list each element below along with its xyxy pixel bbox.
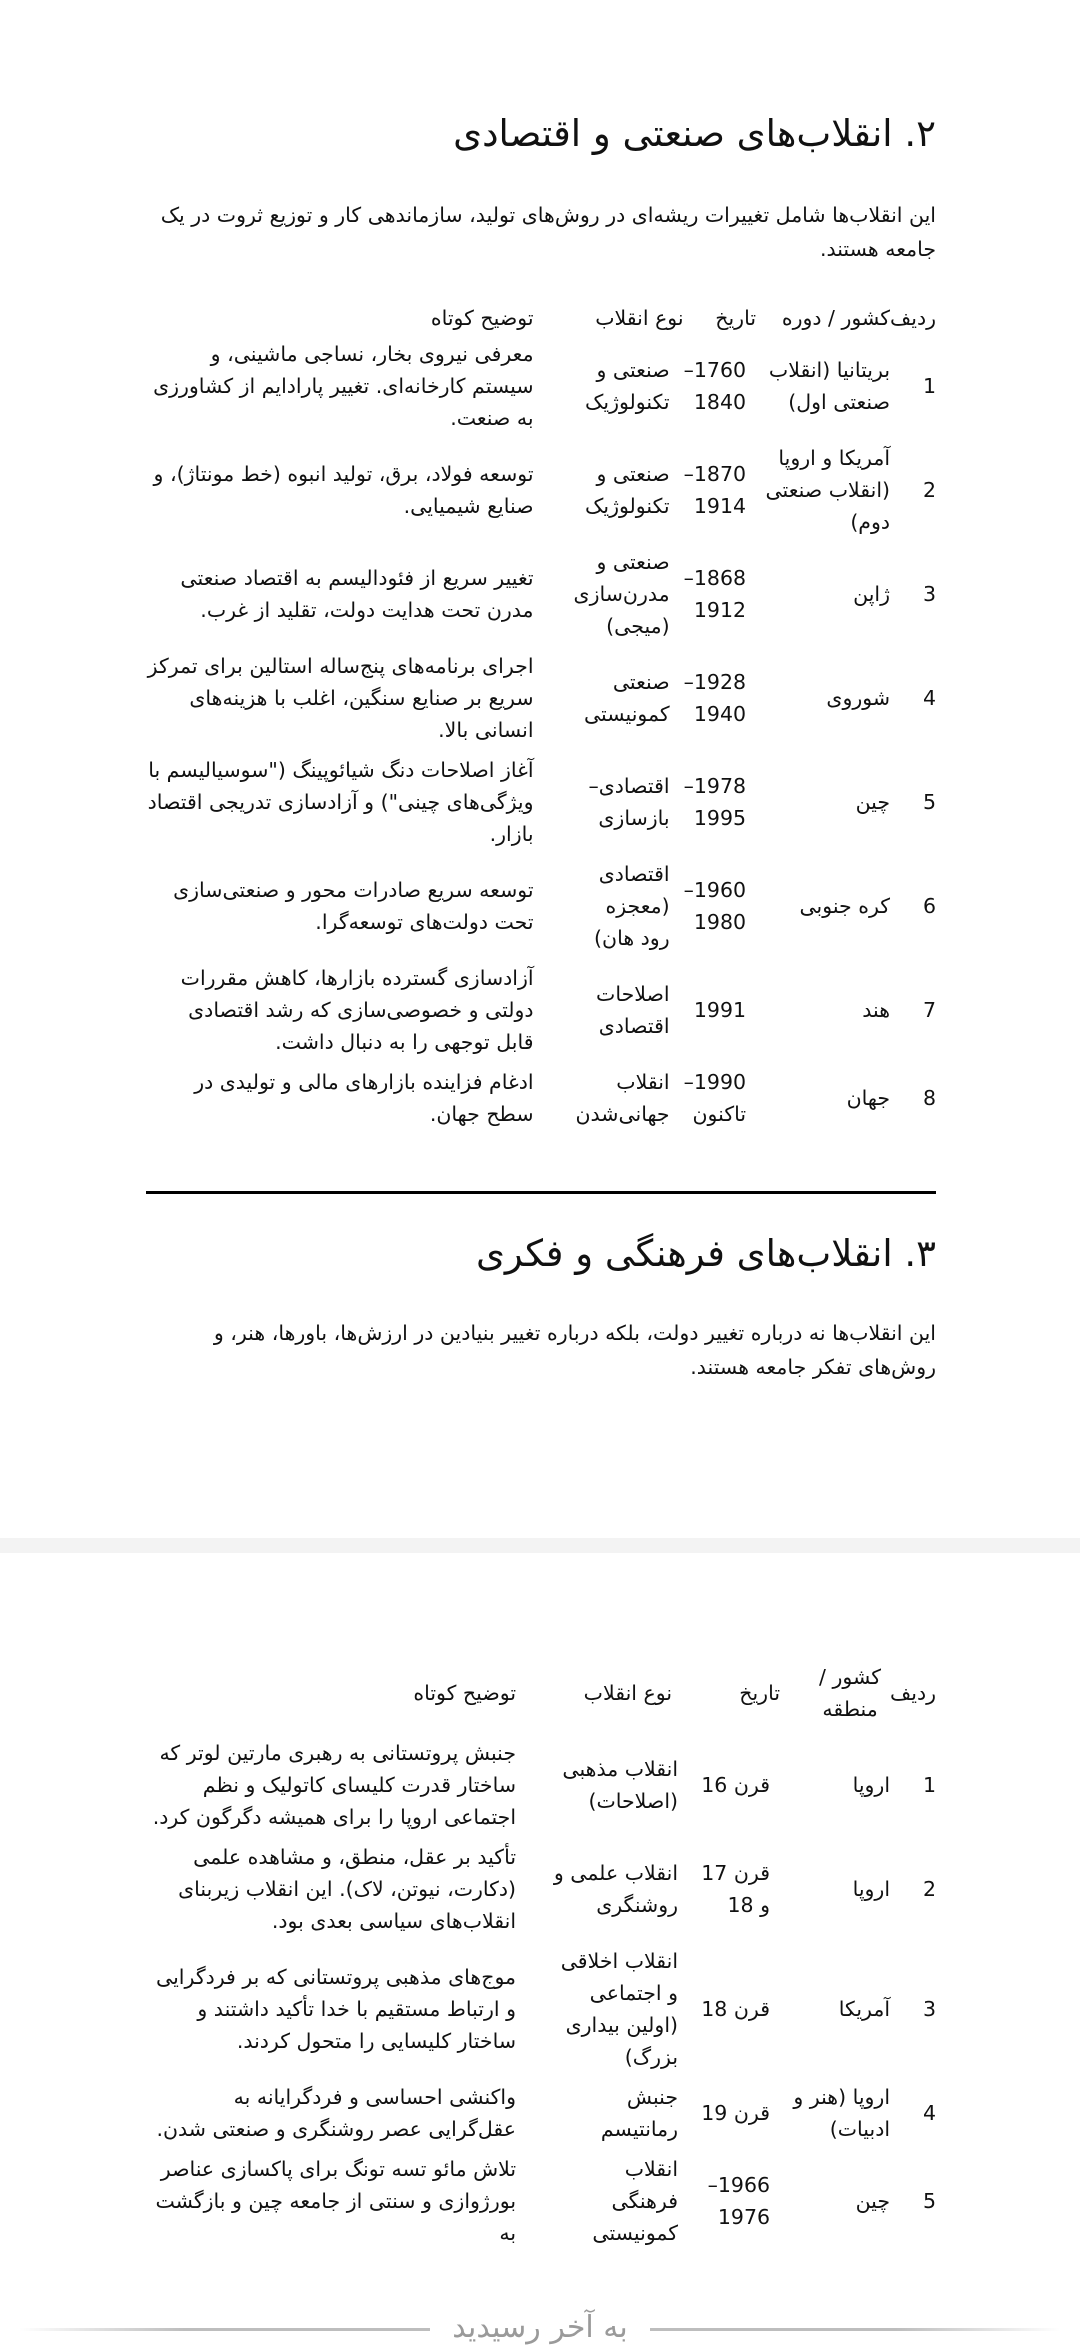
cell-type: صنعتی و مدرن‌سازی (میجی) xyxy=(573,550,670,639)
cell-type: انقلاب مذهبی (اصلاحات) xyxy=(562,1757,679,1813)
table-row xyxy=(146,2149,936,2253)
end-of-feed-indicator xyxy=(0,2308,1080,2348)
cell-type: انقلاب علمی و روشنگری xyxy=(553,1861,679,1917)
table-header-row xyxy=(146,284,936,334)
cell-country: جهان xyxy=(846,1086,891,1111)
cell-country: کره جنوبی xyxy=(799,894,891,919)
cell-desc: ادغام فزاینده بازارهای مالی و تولیدی در سطح جهان. xyxy=(194,1070,534,1127)
end-of-content-label: به آخر رسیدید xyxy=(452,2310,628,2345)
footer-divider-left xyxy=(20,2328,430,2331)
page-separator xyxy=(0,1538,1080,1553)
cell-num: 3 xyxy=(922,582,936,607)
table-row xyxy=(146,958,936,1062)
cell-country: اروپا xyxy=(852,1877,891,1901)
table-row xyxy=(146,438,936,542)
cell-desc: تلاش مائو تسه تونگ برای پاکسازی عناصر بورژوازی و سنتی از جامعه چین و بازگشت به xyxy=(155,2157,517,2245)
header-cell: تاریخ xyxy=(739,1681,781,1705)
cell-desc: توسعه فولاد، برق، تولید انبوه (خط مونتاژ)، و صنایع شیمیایی. xyxy=(153,462,534,519)
cultural-table-container xyxy=(146,1653,936,2245)
table-row xyxy=(146,1733,936,1837)
footer-divider-right xyxy=(650,2328,1060,2331)
cell-date: 1978–1995 xyxy=(683,774,747,831)
section-divider xyxy=(146,1191,936,1194)
header-cell: ردیف xyxy=(890,306,936,331)
cell-country: هند xyxy=(862,998,891,1023)
cell-date: 1928–1940 xyxy=(683,670,747,727)
header-cell: نوع انقلاب xyxy=(595,306,684,331)
cell-num: 7 xyxy=(922,998,936,1023)
cell-country: ژاپن xyxy=(853,582,891,607)
cell-country: بریتانیا (انقلاب صنعتی اول) xyxy=(768,358,891,415)
cell-desc: اجرای برنامه‌های پنج‌ساله استالین برای تمرکز سریع بر صنایع سنگین، اغلب با هزینه‌های انسانی بالا. xyxy=(147,654,534,743)
table-row xyxy=(146,2077,936,2149)
header-cell: توضیح کوتاه xyxy=(413,1681,517,1705)
cell-desc: موج‌های مذهبی پروتستانی که بر فردگرایی و ارتباط مستقیم با خدا تأکید داشتند و ساختار کلیسایی را متحول کردند. xyxy=(156,1965,517,2053)
cell-num: 6 xyxy=(922,894,936,919)
cell-desc: واکنشی احساسی و فردگرایانه به عقل‌گرایی عصر روشنگری و صنعتی شدن. xyxy=(156,2085,517,2141)
cell-num: 4 xyxy=(922,2101,936,2125)
cell-desc: توسعه سریع صادرات محور و صنعتی‌سازی تحت دولت‌های توسعه‌گرا. xyxy=(173,878,534,935)
cell-type: صنعتی و تکنولوژیک xyxy=(585,358,670,415)
header-cell: تاریخ xyxy=(715,306,757,331)
cell-type: اصلاحات اقتصادی xyxy=(596,982,670,1039)
cell-num: 4 xyxy=(922,686,936,711)
table-row xyxy=(146,1837,936,1941)
cell-country: اروپا (هنر و ادبیات) xyxy=(793,2085,891,2141)
section-industrial xyxy=(146,110,936,1134)
table-row xyxy=(146,854,936,958)
section-cultural xyxy=(146,1230,936,1384)
cell-date: 1870–1914 xyxy=(683,462,747,519)
table-row xyxy=(146,1062,936,1134)
cell-type: انقلاب اخلاقی و اجتماعی (اولین بیداری بزرگ) xyxy=(560,1949,679,2069)
cell-date: قرن 17 و 18 xyxy=(701,1861,771,1917)
header-cell: ردیف xyxy=(890,1681,936,1705)
cell-desc: جنبش پروتستانی به رهبری مارتین لوتر که ساختار قدرت کلیسای کاتولیک و نظم اجتماعی اروپا را برای همیشه دگرگون کرد. xyxy=(152,1741,517,1829)
cell-country: چین xyxy=(855,2189,891,2213)
table-header-row xyxy=(146,1653,936,1733)
cell-num: 2 xyxy=(922,1877,936,1901)
cell-num: 8 xyxy=(922,1086,936,1111)
table-row xyxy=(146,750,936,854)
cell-type: صنعتی کمونیستی xyxy=(583,670,670,727)
cell-date: 1966–1976 xyxy=(707,2173,771,2229)
cell-num: 3 xyxy=(922,1997,936,2021)
cell-date: 1960–1980 xyxy=(683,878,747,935)
section-title: ۲. انقلاب‌های صنعتی و اقتصادی xyxy=(453,112,936,155)
cell-num: 1 xyxy=(922,1773,936,1797)
cell-date: قرن 16 xyxy=(701,1773,771,1797)
cell-country: چین xyxy=(855,790,891,815)
table-row xyxy=(146,646,936,750)
header-cell: کشور / منطقه xyxy=(819,1665,882,1721)
cell-desc: آزادسازی گسترده بازارها، کاهش مقررات دولتی و خصوصی‌سازی که رشد اقتصادی قابل توجهی را به دنبال داشت. xyxy=(180,966,534,1055)
cell-type: انقلاب فرهنگی کمونیستی xyxy=(592,2157,679,2245)
cell-type: اقتصادی (معجزه رود هان) xyxy=(594,862,670,951)
cell-type: اقتصادی–بازسازی xyxy=(588,774,670,831)
cell-country: آمریکا و اروپا (انقلاب صنعتی دوم) xyxy=(765,446,891,535)
cell-desc: تأکید بر عقل، منطق، و مشاهده علمی (دکارت، نیوتن، لاک). این انقلاب زیربنای انقلاب‌های سیاسی بعدی بود. xyxy=(178,1845,517,1933)
cell-date: قرن 18 xyxy=(701,1997,771,2021)
page-2 xyxy=(0,1553,1080,2340)
cell-date: قرن 19 xyxy=(701,2101,771,2125)
cell-country: آمریکا xyxy=(838,1997,891,2021)
header-cell: توضیح کوتاه xyxy=(430,306,534,331)
section-intro: این انقلاب‌ها نه درباره تغییر دولت، بلکه درباره تغییر بنیادین در ارزش‌ها، باورها، هنر، و روش‌های تفکر جامعه هستند. xyxy=(213,1321,936,1380)
cultural-revolutions-table xyxy=(146,1653,936,2253)
cell-date: 1991 xyxy=(693,998,747,1023)
cell-type: انقلاب جهانی‌شدن xyxy=(575,1070,670,1127)
cell-num: 5 xyxy=(922,2189,936,2213)
cell-date: 1990–تاکنون xyxy=(683,1070,747,1127)
cell-desc: آغاز اصلاحات دنگ شیائوپینگ ("سوسیالیسم با ویژگی‌های چینی") و آزادسازی تدریجی اقتصاد بازار. xyxy=(147,758,534,847)
cell-date: 1760–1840 xyxy=(683,358,747,415)
table-row xyxy=(146,542,936,646)
cell-desc: تغییر سریع از فئودالیسم به اقتصاد صنعتی مدرن تحت هدایت دولت، تقلید از غرب. xyxy=(180,566,534,623)
industrial-revolutions-table xyxy=(146,284,936,1134)
cell-country: شوروی xyxy=(826,686,891,711)
section-title: ۳. انقلاب‌های فرهنگی و فکری xyxy=(475,1232,936,1275)
cell-country: اروپا xyxy=(852,1773,891,1797)
header-cell: نوع انقلاب xyxy=(583,1681,673,1705)
cell-type: جنبش رمانتیسم xyxy=(600,2085,679,2141)
cell-desc: معرفی نیروی بخار، نساجی ماشینی، و سیستم کارخانه‌ای. تغییر پارادایم از کشاورزی به صنعت. xyxy=(153,342,534,431)
table-row xyxy=(146,1941,936,2077)
cell-num: 1 xyxy=(922,374,936,399)
cell-num: 2 xyxy=(922,478,936,503)
cell-num: 5 xyxy=(922,790,936,815)
cell-type: صنعتی و تکنولوژیک xyxy=(585,462,670,519)
header-cell: کشور / دوره xyxy=(781,306,891,331)
table-row xyxy=(146,334,936,438)
cell-date: 1868–1912 xyxy=(683,566,747,623)
section-intro: این انقلاب‌ها شامل تغییرات ریشه‌ای در روش‌های تولید، سازماندهی کار و توزیع ثروت در یک جامعه هستند. xyxy=(160,203,936,262)
